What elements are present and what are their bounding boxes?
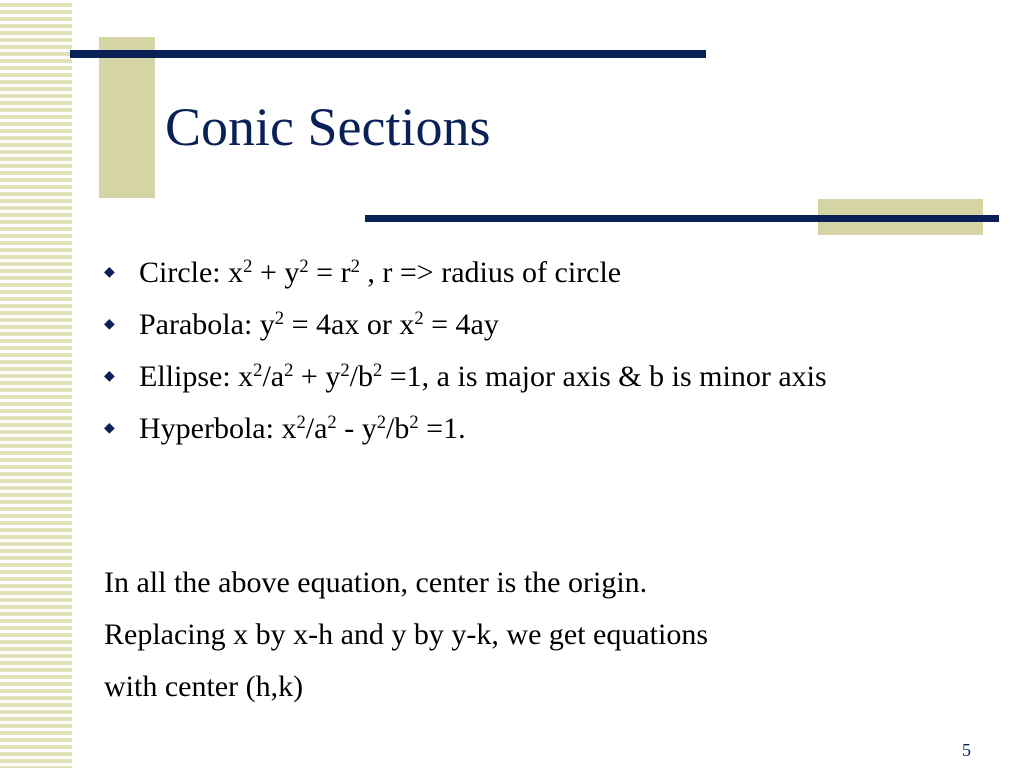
paragraph-center-hk: with center (h,k) bbox=[104, 670, 304, 703]
bullet-label: Hyperbola: bbox=[139, 412, 274, 445]
diamond-bullet-icon: ◆ bbox=[104, 317, 115, 332]
bottom-rule-line bbox=[365, 215, 999, 222]
page-number: 5 bbox=[962, 740, 971, 760]
paragraph-center-origin: In all the above equation, center is the origin. bbox=[104, 566, 648, 599]
bullet-hyperbola: ◆ Hyperbola: $x^2/a^2 - y^2/b^2 =1$. bbox=[104, 411, 466, 445]
top-rule-line bbox=[70, 50, 706, 58]
bullet-label: Parabola: bbox=[139, 308, 253, 341]
bullet-label: Circle: bbox=[139, 256, 221, 289]
diamond-bullet-icon: ◆ bbox=[104, 369, 115, 384]
bullet-ellipse: ◆ Ellipse: $x^2/a^2 + y^2/b^2 =1$, a is major axis & b is minor axis bbox=[104, 359, 827, 393]
bullet-list bbox=[104, 255, 924, 463]
slide-title: Conic Sections bbox=[165, 97, 491, 157]
bullet-parabola: ◆ Parabola: $y^2 = 4ax$ or $x^2 = 4ay$ bbox=[104, 307, 499, 341]
bullet-label: Ellipse: bbox=[139, 360, 231, 393]
bullet-circle: ◆ Circle: $x^2 + y^2 = r^2$ , r => radius of circle bbox=[104, 255, 622, 289]
paragraph-replacing: Replacing x by x-h and y by y-k, we get equations bbox=[104, 618, 709, 651]
striped-margin-decoration bbox=[0, 0, 72, 768]
vertical-accent-block bbox=[99, 37, 155, 198]
diamond-bullet-icon: ◆ bbox=[104, 421, 115, 436]
diamond-bullet-icon: ◆ bbox=[104, 265, 115, 280]
